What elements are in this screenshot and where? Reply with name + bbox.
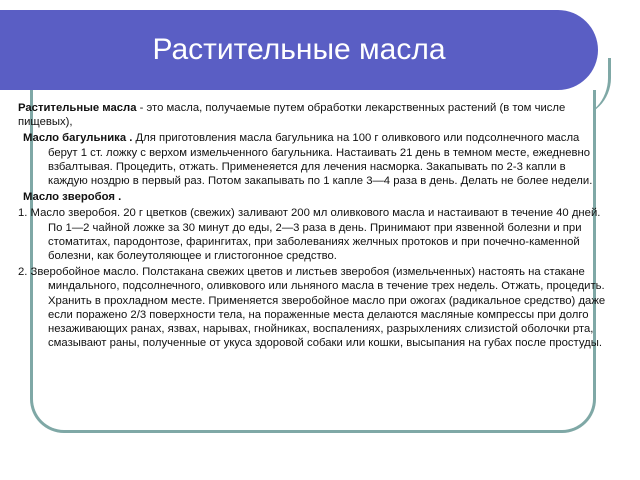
title-bar [0,10,598,90]
zveroboy-oil-2-paragraph [18,265,608,350]
zveroboy-heading-paragraph [18,190,608,204]
intro-paragraph [18,101,608,129]
page-title: Растительные масла [152,33,446,66]
content-text [18,101,608,352]
zveroboy-oil-text: 1. Масло зверобоя. 20 г цветков (свежих) заливают 200 мл оливкового масла и настаивают в течение 40 дней. По 1—2 чайной ложке за 30 минут до еды, 2—3 раза в день. Принимают при язвенной болезни и при стоматитах, пародонтозе, фарингитах, при заболеваниях желчных протоков и при почечно-каменной болезни, как болеутоляющее и глистогонное средство. [18,207,601,263]
zveroboy-heading: Масло зверобоя . [23,191,122,204]
bagulnik-text: Для приготовления масла багульника на 100 г оливкового или подсолнечного масла берут 1 ст. ложку с верхом измельченного багульника. Настаивать 21 день в темном месте, ежедневно взбалтывая. Процедить, отжать. Применеяется для лечения насморка. Закапывать по 2-3 капли в каждую ноздрю в первый раз. Потом закапывать по 1 капле 3—4 раза в день. Делать не более недели. [48,132,593,188]
intro-term: Растительные масла [18,102,137,114]
bagulnik-heading: Масло багульника . [23,132,133,145]
zveroboy-oil-paragraph [18,206,608,263]
zveroboy-oil-2-text: 2. Зверобойное масло. Полстакана свежих цветов и листьев зверобоя (измельченных) настоять на стакане миндального, подсолнечного, оливкового или льняного масла в течение трех недель. Отжать, процедить. Хранить в прохладном месте. Применяется зверобойное масло при ожогах (радикальное средство) даже если поражено 2/3 поверхности тела, на пораженные места делаются масляные компрессы при долго незаживающих ранах, язвах, нарывах, гнойниках, воспалениях, разрыхлениях слизистой оболочки рта, смазывают раны, полученные от укуса здоровой собаки или кошки, высыпания на губах после простуды. [18,266,606,350]
bagulnik-paragraph [18,131,608,188]
intro-text: - это масла, получаемые путем обработки лекарственных растений (в том числе пищевых), [18,102,566,129]
